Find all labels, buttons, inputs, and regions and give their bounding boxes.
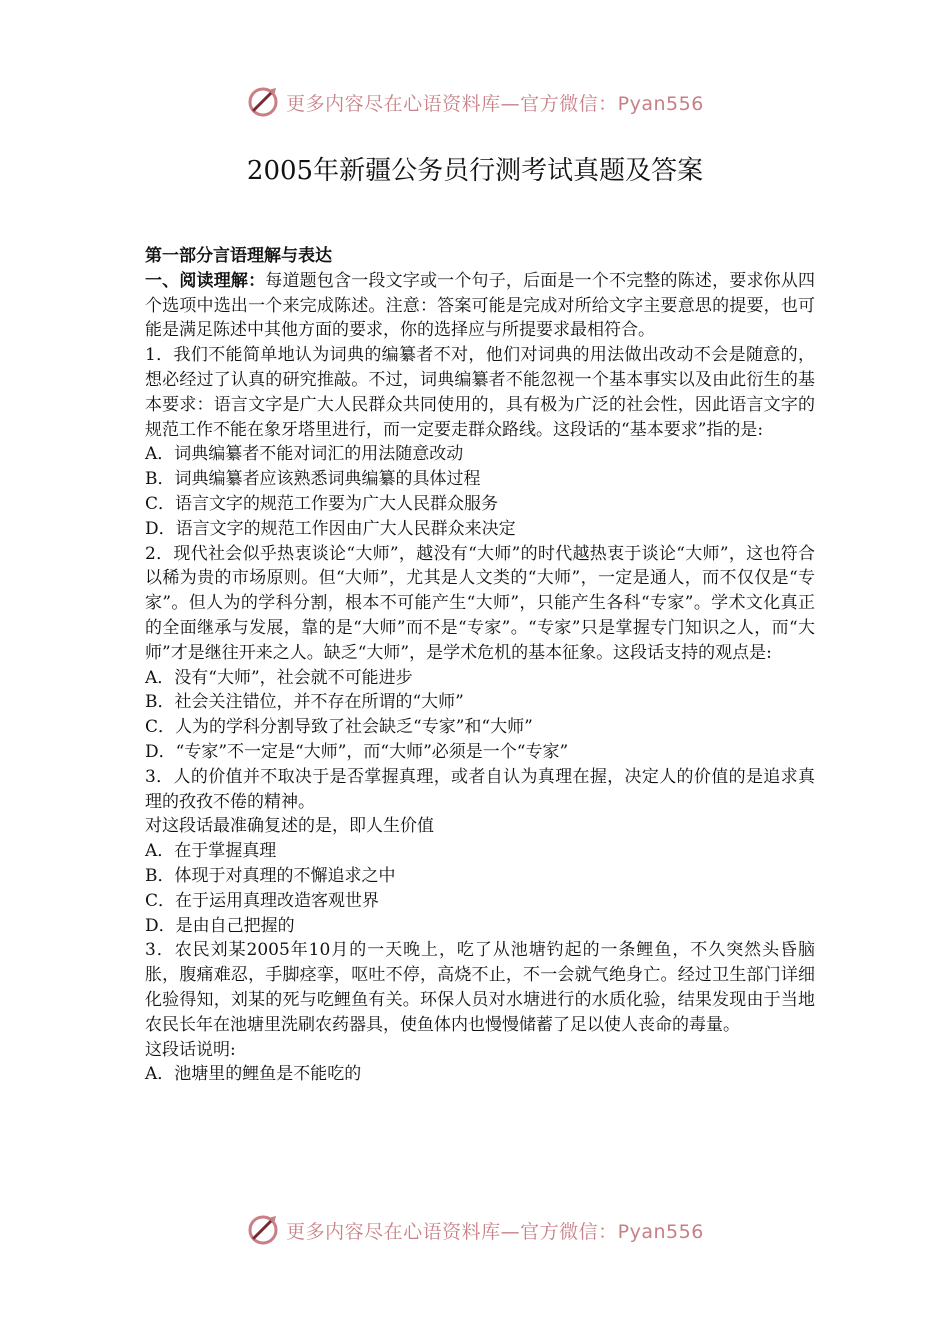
- question-1-stem: 1．我们不能简单地认为词典的编纂者不对，他们对词典的用法做出改动不会是随意的，想必经过了认真的研究推敲。不过，词典编纂者不能忽视一个基本事实以及由此衍生的基本要求：语言文字是广大人民群众共同使用的，具有极为广泛的社会性，因此语言文字的规范工作不能在象牙塔里进行，而一定要走群众路线。这段话的“基本要求”指的是:: [145, 345, 815, 440]
- question-2-stem: 2．现代社会似乎热衷谈论“大师”，越没有“大师”的时代越热衷于谈论“大师”，这也符合以稀为贵的市场原则。但“大师”，尤其是人文类的“大师”，一定是通人，而不仅仅是“专家”。但人为的学科分割，根本不可能产生“大师”，只能产生各科“专家”。学术文化真正的全面继承与发展，靠的是“大师”而不是“专家”。“专家”只是掌握专门知识之人，而“大师”才是继往开来之人。缺乏“大师”，是学术危机的基本征象。这段话支持的观点是:: [145, 543, 815, 663]
- question-2-option-c: C．人为的学科分割导致了社会缺乏“专家”和“大师”: [145, 717, 533, 738]
- section-heading: 第一部分言语理解与表达: [145, 246, 332, 266]
- question-3-option-b: B．体现于对真理的不懈追求之中: [145, 865, 396, 886]
- footer-banner: [0, 1210, 950, 1250]
- question-4-option-a: A．池塘里的鲤鱼是不能吃的: [145, 1064, 362, 1085]
- document-body: [145, 244, 815, 1087]
- document-title: 2005年新疆公务员行测考试真题及答案: [246, 156, 704, 186]
- question-3-option-c: C．在于运用真理改造客观世界: [145, 890, 380, 911]
- header-banner: [0, 82, 950, 122]
- instruction-text: 每道题包含一段文字或一个句子，后面是一个不完整的陈述，要求你从四个选项中选出一个来完成陈述。注意：答案可能是完成对所给文字主要意思的提要，也可能是满足陈述中其他方面的要求，你的选择应与所提要求最相符合。: [145, 270, 816, 341]
- question-3-option-d: D．是由自己把握的: [145, 915, 295, 936]
- question-1-option-d: D．语言文字的规范工作因由广大人民群众来决定: [145, 518, 516, 539]
- banner-text: 更多内容尽在心语资料库—官方微信：Pyan556: [286, 1220, 704, 1243]
- question-1-option-b: B．词典编纂者应该熟悉词典编纂的具体过程: [145, 469, 481, 490]
- question-2-option-d: D．“专家”不一定是“大师”，而“大师”必须是一个“专家”: [145, 741, 569, 762]
- question-3-stem: 3．人的价值并不取决于是否掌握真理，或者自认为真理在握，决定人的价值的是追求真理的孜孜不倦的精神。: [145, 766, 815, 812]
- question-3-option-a: A．在于掌握真理: [145, 841, 277, 862]
- question-3-prompt: 对这段话最准确复述的是，即人生价值: [145, 816, 434, 837]
- pen-logo-icon: [246, 84, 282, 120]
- instruction-paragraph: [145, 269, 815, 343]
- question-4-stem: 3．农民刘某2005年10月的一天晚上，吃了从池塘钓起的一条鲤鱼，不久突然头昏脑胀，腹痛难忍，手脚痉挛，呕吐不停，高烧不止，不一会就气绝身亡。经过卫生部门详细化验得知，刘某的死与吃鲤鱼有关。环保人员对水塘进行的水质化验，结果发现由于当地农民长年在池塘里洗刷农药器具，使鱼体内也慢慢储蓄了足以使人丧命的毒量。: [145, 940, 815, 1035]
- question-2-option-a: A．没有“大师”，社会就不可能进步: [145, 667, 413, 688]
- banner-text: 更多内容尽在心语资料库—官方微信：Pyan556: [286, 92, 704, 115]
- question-1-option-c: C．语言文字的规范工作要为广大人民群众服务: [145, 493, 499, 514]
- question-2-option-b: B．社会关注错位，并不存在所谓的“大师”: [145, 692, 464, 713]
- question-4-prompt: 这段话说明:: [145, 1039, 236, 1060]
- instruction-label: 一、阅读理解：: [145, 270, 266, 291]
- question-1-option-a: A．词典编纂者不能对词汇的用法随意改动: [145, 444, 464, 465]
- pen-logo-icon: [246, 1212, 282, 1248]
